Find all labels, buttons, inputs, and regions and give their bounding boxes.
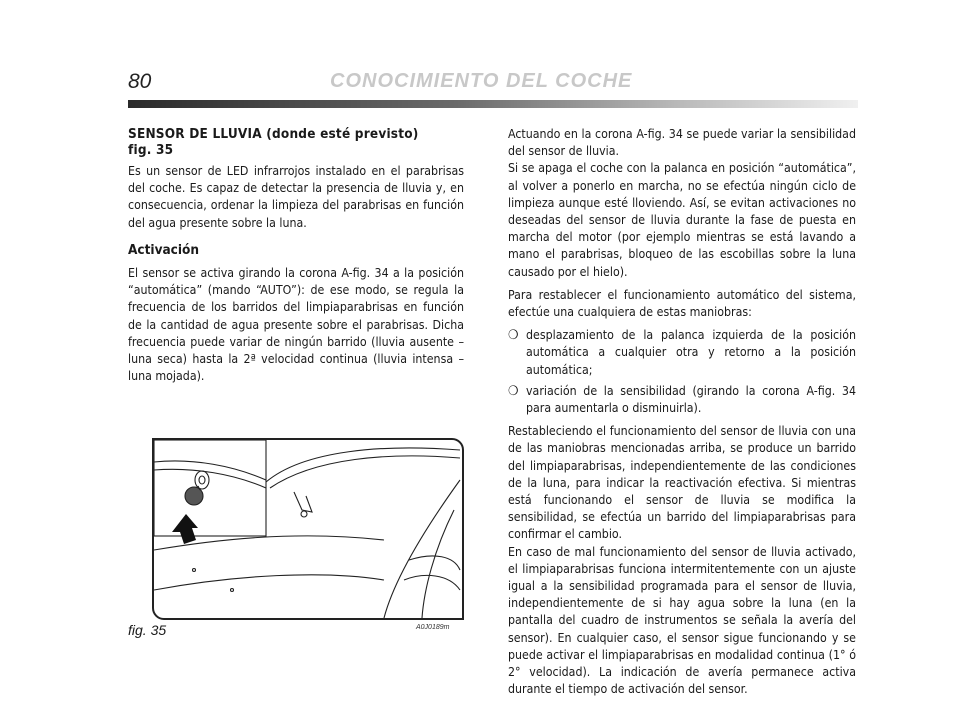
intro-paragraph: Es un sensor de LED infrarrojos instalado en el parabrisas del coche. Es capaz de detectar la presencia de lluvia y, en consecuencia, ordenar la limpieza del parabrisas en función del agua presente sobre la luna. [128,164,464,230]
list-item-text: desplazamiento de la palanca izquierda de la posición automática a cualquier otra y retorno a la posición automática; [526,328,856,377]
restart-text: Si se apaga el coche con la palanca en posición “automática”, al volver a ponerlo en marcha, no se efectúa ningún ciclo de limpieza aunque esté lloviendo. Así, se evitan activaciones no deseadas del sensor de lluvia durante la fase de puesta en marcha del motor (por ejemplo mientras se está lavando a mano el parabrisas, bloqueo de las escobillas sobre la luna causado por el hielo). [508,161,856,279]
section-heading-title: SENSOR DE LLUVIA (donde esté previsto) [128,126,419,142]
sensitivity-paragraph [508,126,856,281]
list-item [508,327,856,379]
reactivation-text: Restableciendo el funcionamiento del sensor de lluvia con una de las maniobras mencionadas arriba, se produce un barrido del limpiaparabrisas, independientemente de las condiciones de la luna, para indicar la reactivación efectiva. Si mientras está funcionando el sensor de lluvia se modifica la sensibilidad, se efectúa un barrido del limpiaparabrisas para confirmar el cambio. [508,424,856,542]
section-heading-figref: fig. 35 [128,142,174,158]
malfunction-text: En caso de mal funcionamiento del sensor de lluvia activado, el limpiaparabrisas funciona intermitentemente con un ajuste igual a la sensibilidad programada para el sensor de lluvia, independientemente de si hay agua sobre la luna (en la pantalla del cuadro de instrumentos se señala la avería del sensor). En cualquier caso, el sensor sigue funcionando y se puede activar el limpiaparabrisas en modalidad continua (1° ó 2° velocidad). La indicación de avería permanece activa durante el tiempo de activación del sensor. [508,544,856,697]
bullet-circle-icon: ❍ [508,328,519,344]
windshield-illustration [152,438,464,620]
sensitivity-text: Actuando en la corona A-fig. 34 se puede variar la sensibilidad del sensor de lluvia. [508,127,856,159]
activation-paragraph: El sensor se activa girando la corona A-fig. 34 a la posición “automática” (mando “AUTO”): de ese modo, se regula la frecuencia de los barridos del limpiaparabrisas en función de la cantidad de agua presente sobre el parabrisas. Dicha frecuencia puede variar de ningún barrido (lluvia ausente – luna seca) hasta la 2ª velocidad continua (lluvia intensa – luna mojada). [128,266,464,384]
list-item [508,383,856,417]
maneuver-list [508,327,856,417]
left-column [128,126,464,391]
header-rule [128,100,858,108]
activation-heading: Activación [128,241,200,258]
windshield-drawing [154,440,462,618]
restore-intro-paragraph: Para restablecer el funcionamiento automático del sistema, efectúe una cualquiera de estas maniobras: [508,287,856,320]
figure-code: A0J0189m [416,624,450,631]
figure-label: fig. 35 [128,622,167,638]
list-item-text: variación de la sensibilidad (girando la corona A-fig. 34 para aumentarla o disminuirla). [526,383,856,416]
right-column [508,126,856,705]
section-heading [128,126,464,158]
page-number: 80 [128,70,152,93]
running-title: CONOCIMIENTO DEL COCHE [330,70,633,92]
reactivation-paragraph [508,423,856,698]
bullet-circle-icon: ❍ [508,383,519,399]
